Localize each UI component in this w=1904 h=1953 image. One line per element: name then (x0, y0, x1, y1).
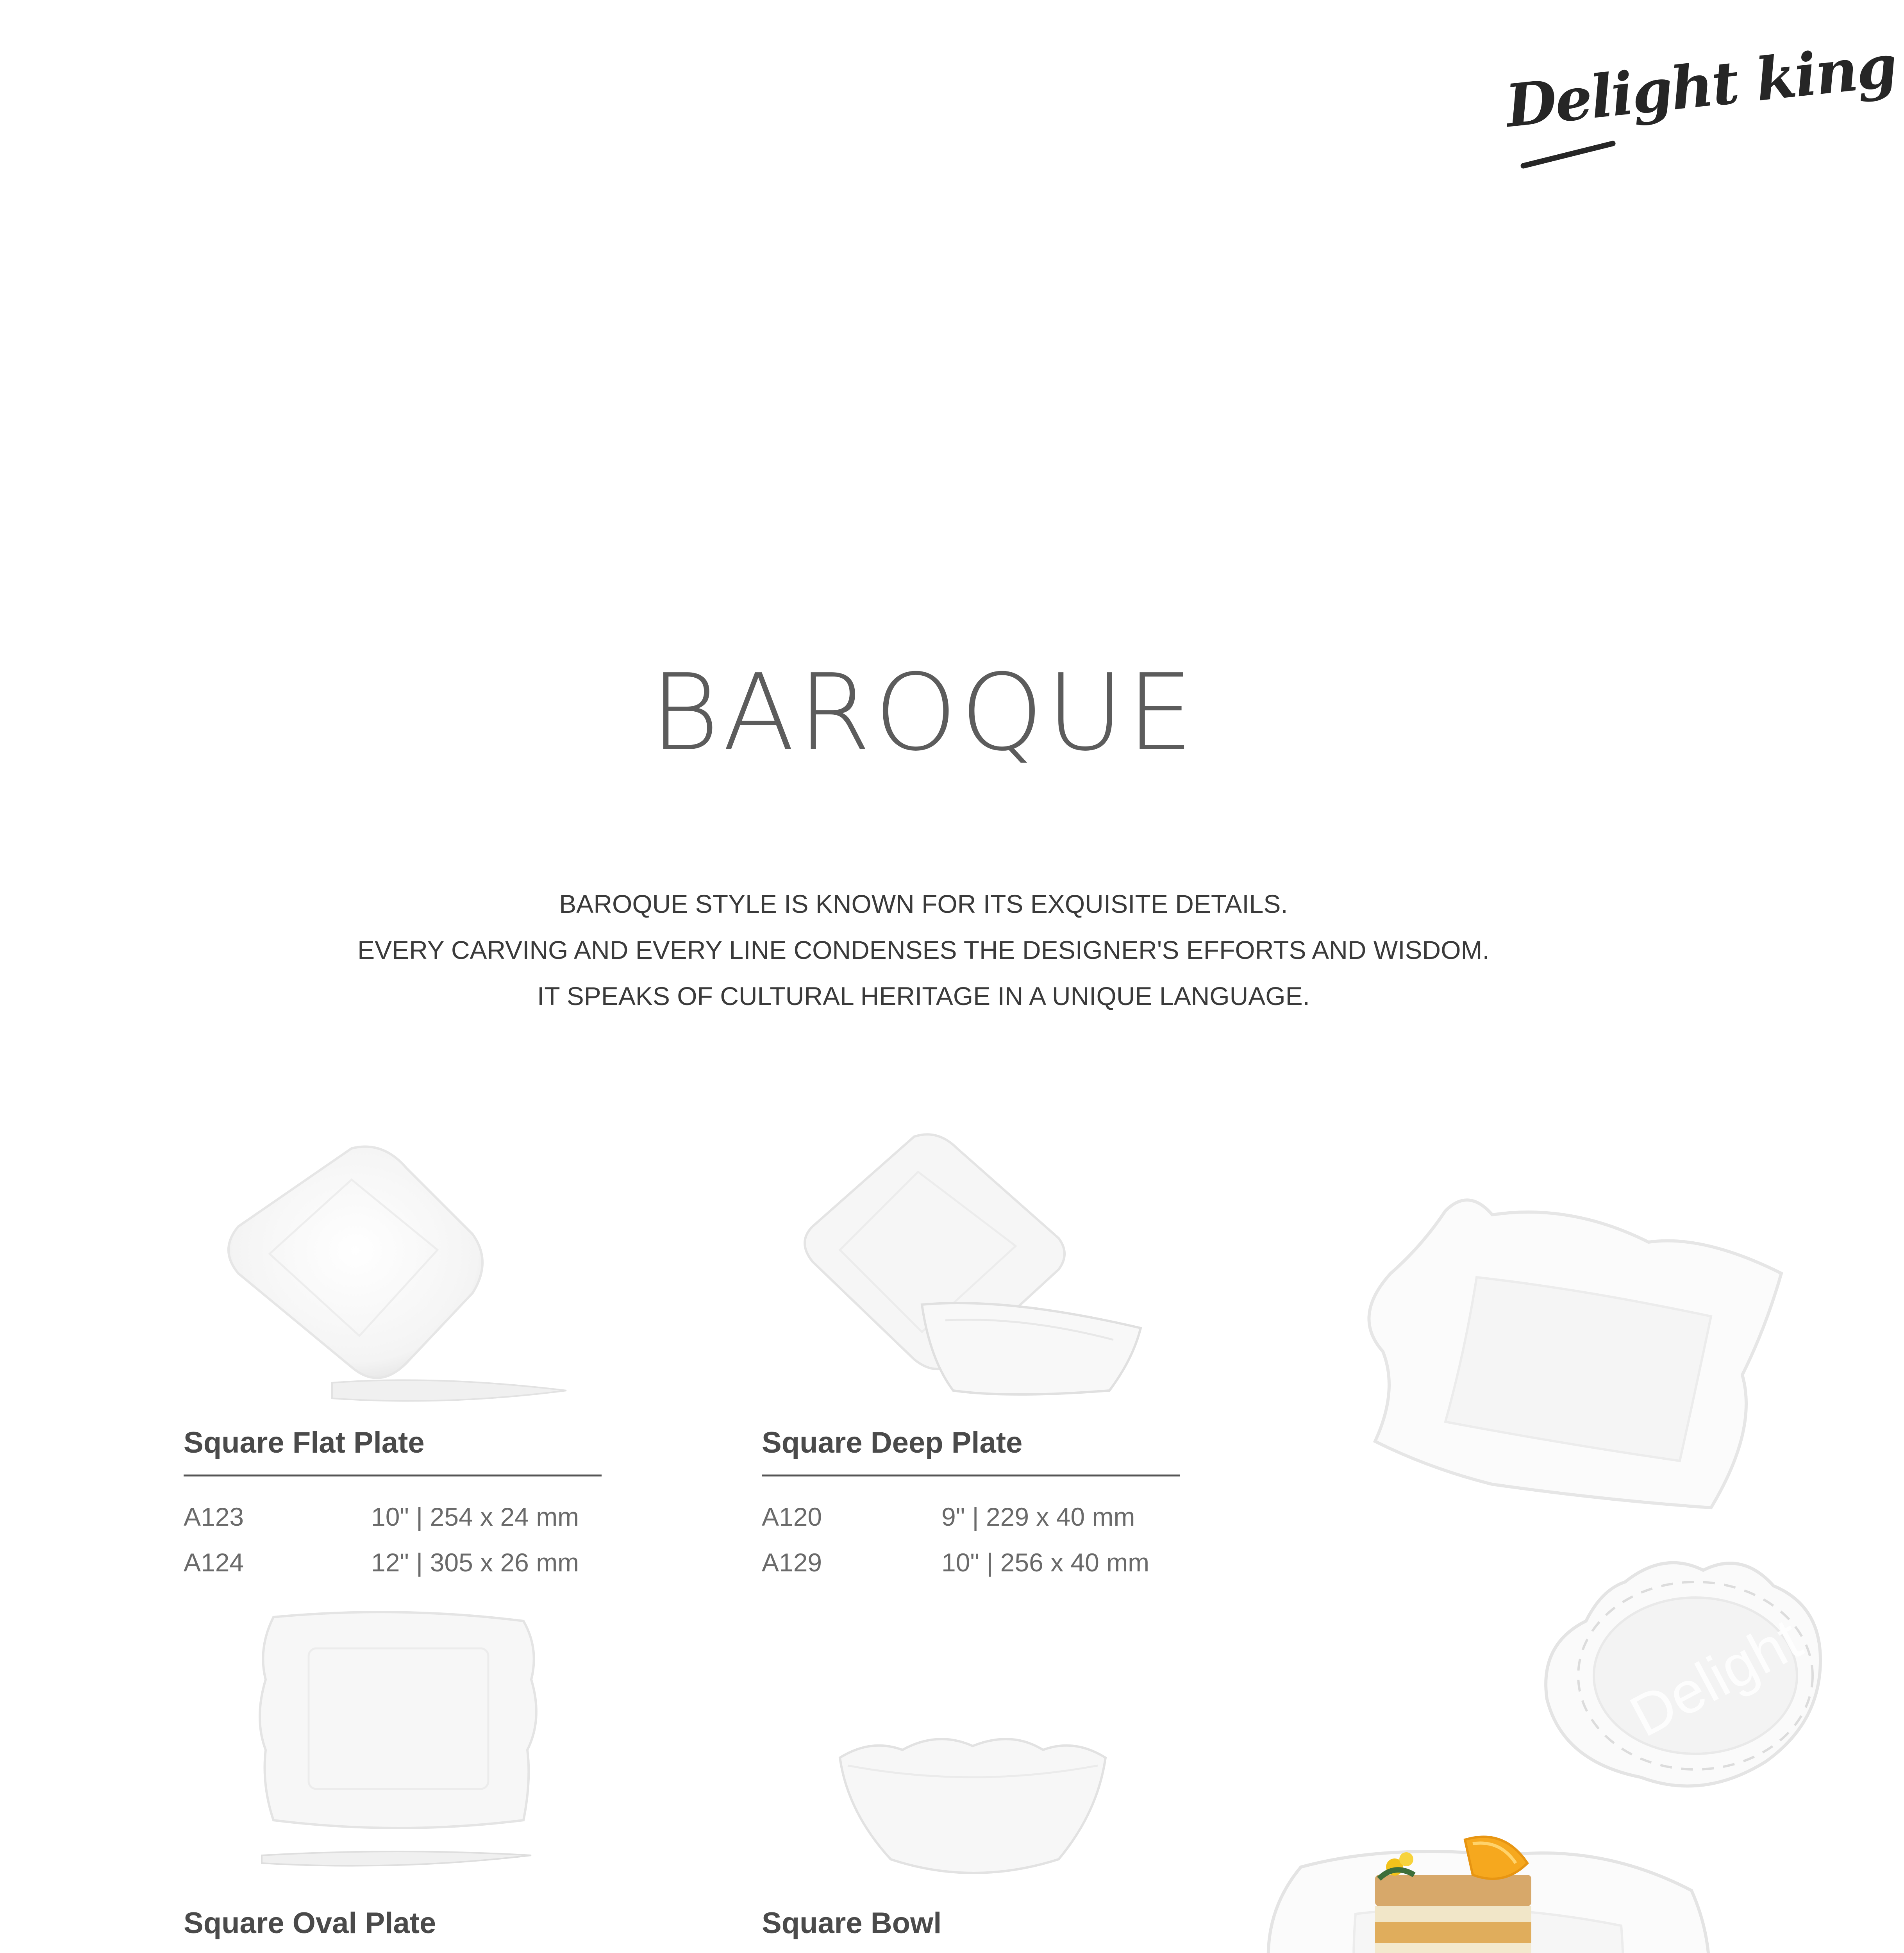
spec-row (762, 1540, 1191, 1585)
brand-logo-swash (1520, 140, 1616, 169)
spec-code: A120 (762, 1502, 822, 1531)
spec-row (184, 1494, 613, 1540)
spec-dims: 10" | 256 x 40 mm (941, 1548, 1150, 1577)
spec-code: A129 (762, 1548, 822, 1577)
collection-title: BAROQUE (650, 651, 1197, 774)
spec-dims: 9" | 229 x 40 mm (941, 1502, 1135, 1531)
square-flat-plate-image (203, 1133, 586, 1414)
flat-plate-spec-list (184, 1494, 613, 1585)
square-bowl-image (824, 1711, 1121, 1898)
intro-line: EVERY CARVING AND EVERY LINE CONDENSES THE DESIGNER'S EFFORTS AND WISDOM. (357, 935, 1490, 964)
section-divider (762, 1475, 1180, 1476)
brand-logo (1502, 31, 1899, 189)
intro-line: IT SPEAKS OF CULTURAL HERITAGE IN A UNIQUE LANGUAGE. (537, 982, 1310, 1010)
lifestyle-deep-plates-image (1328, 1187, 1797, 1531)
product-name-square-flat-plate: Square Flat Plate (184, 1426, 425, 1459)
section-divider (184, 1475, 602, 1476)
spec-dims: 10" | 254 x 24 mm (371, 1502, 579, 1531)
product-name-square-deep-plate: Square Deep Plate (762, 1426, 1023, 1459)
watermark-text: Delight (1619, 1605, 1812, 1749)
collection-intro (0, 881, 1847, 1019)
brand-logo-text: Delight king (1502, 31, 1899, 141)
spec-code: A124 (184, 1548, 244, 1577)
product-name-square-oval-plate: Square Oval Plate (184, 1907, 436, 1940)
lifestyle-cake-plate-image (1231, 1797, 1777, 1953)
spec-row (184, 1540, 613, 1585)
product-name-square-bowl: Square Bowl (762, 1907, 942, 1940)
spec-dims: 12" | 305 x 26 mm (371, 1548, 579, 1577)
spec-code: A123 (184, 1502, 244, 1531)
deep-plate-spec-list (762, 1494, 1191, 1585)
square-deep-plate-image (789, 1125, 1164, 1414)
spec-row (762, 1494, 1191, 1540)
intro-line: BAROQUE STYLE IS KNOWN FOR ITS EXQUISITE DETAILS. (559, 889, 1288, 918)
square-oval-plate-image (250, 1601, 547, 1883)
